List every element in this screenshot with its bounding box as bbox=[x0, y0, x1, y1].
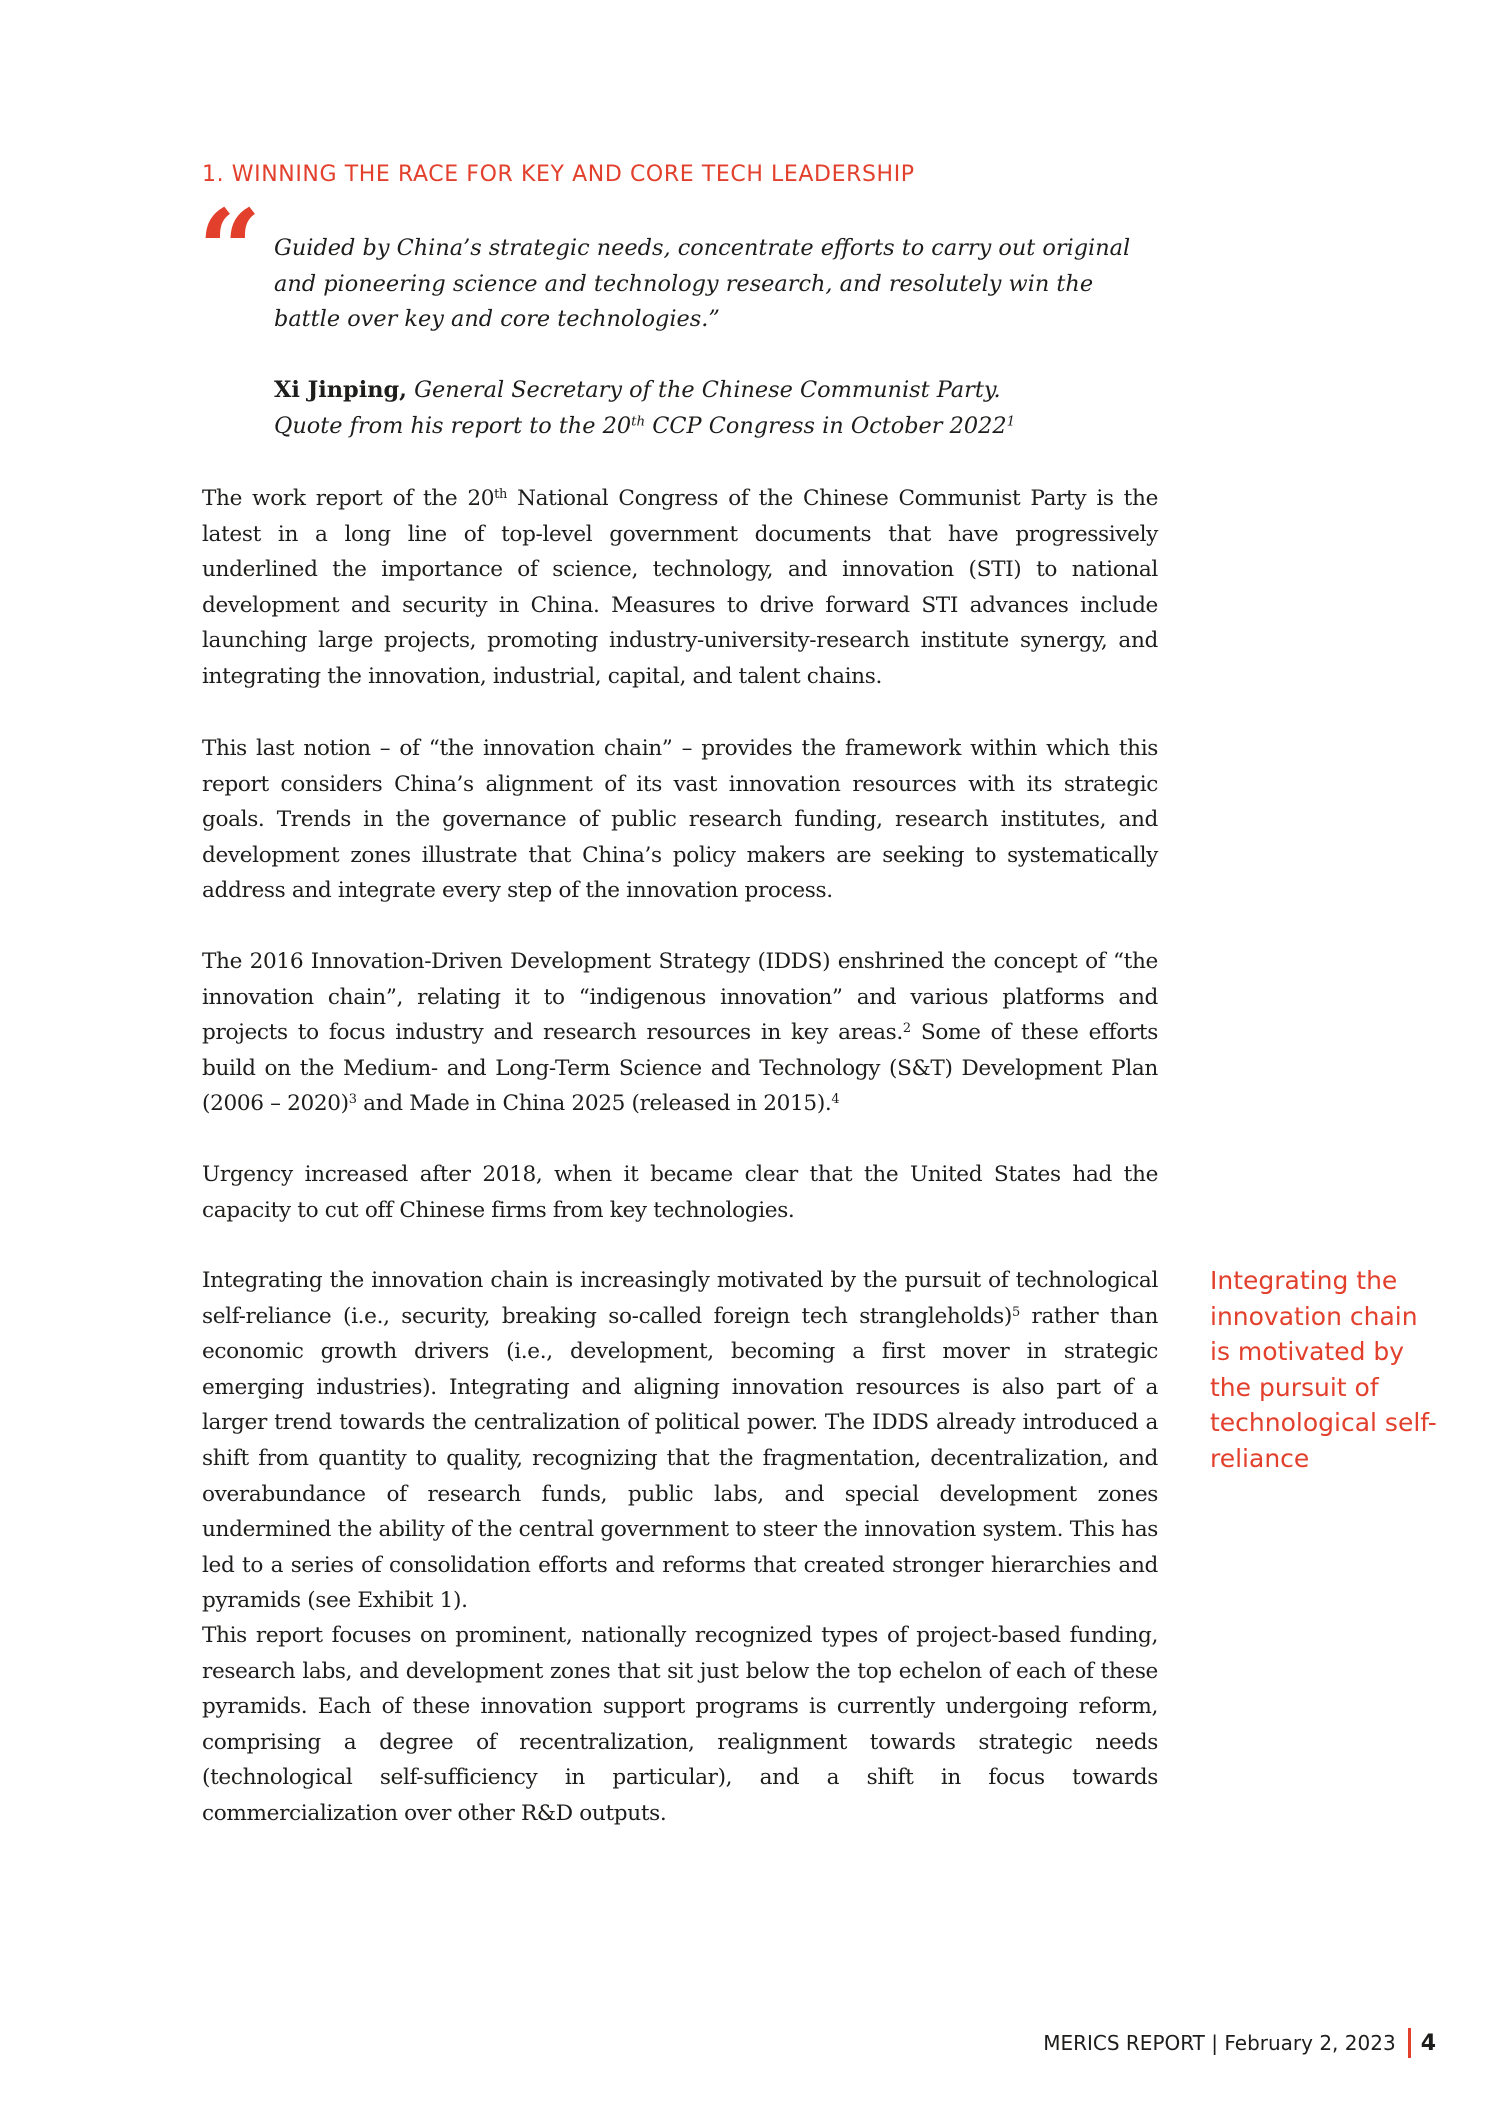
quote-author-role: General Secretary of the Chinese Communist Party. bbox=[414, 377, 1001, 403]
quote-author: Xi Jinping, bbox=[274, 377, 407, 403]
footnote-ref: 1 bbox=[1006, 414, 1016, 430]
paragraph-1: The work report of the 20th National Congress of the Chinese Communist Party is the latest in a long line of top-level government documents that have progressively underlined the importance of science, technology, and innovation (STI) to national development and security in China. Measures to drive forward STI advances include launching large projects, promoting industry-university-research institute synergy, and integrating the innovation, industrial, capital, and talent chains. bbox=[202, 486, 1158, 689]
paragraph-2: This last notion – of “the innovation chain” – provides the framework within which this report considers China’s alignment of its vast innovation resources with its strategic goals. Trends in the governance of public research funding, research institutes, and development zones illustrate that China’s policy makers are seeking to systematically address and integrate every step of the innovation process. bbox=[202, 736, 1158, 904]
footnote-ref: 2 bbox=[902, 1021, 911, 1037]
quote-mark-icon: “ bbox=[198, 185, 262, 314]
paragraph-4: Urgency increased after 2018, when it became clear that the United States had the capacity to cut off Chinese firms from key technologies. bbox=[202, 1162, 1158, 1223]
footnote-ref: 4 bbox=[831, 1092, 840, 1108]
page-number: 4 bbox=[1420, 2030, 1436, 2056]
paragraph-5: Integrating the innovation chain is increasingly motivated by the pursuit of technological self-reliance (i.e., security, breaking so-called foreign tech strangleholds)$^5$ rather than economic growth drivers (i.e., development, becoming a first mover in strategic emerging industries). Integrating and aligning innovation resources is also part of a larger trend towards the centralization of political power. The IDDS already introduced a shift from quantity to quality, recognizing that the fragmentation, decentralization, and overabundance of research funds, public labs, and special development zones undermined the ability of the central government to steer the innovation system. This has led to a series of consolidation efforts and reforms that created stronger hierarchies and pyramids (see Exhibit 1). bbox=[202, 1268, 1158, 1614]
footnote-ref: 3 bbox=[348, 1092, 357, 1108]
pull-quote: Guided by China’s strategic needs, concentrate efforts to carry out original and pioneering science and technology research, and resolutely win the battle over key and core technologies.” bbox=[274, 235, 1131, 333]
page-footer bbox=[1043, 2028, 1436, 2058]
footer-divider bbox=[1408, 2028, 1411, 2058]
footer-label: MERICS REPORT | February 2, 2023 bbox=[1043, 2031, 1396, 2055]
paragraph-3: The 2016 Innovation-Driven Development Strategy (IDDS) enshrined the concept of “the innovation chain”, relating it to “indigenous innovation” and various platforms and projects to focus industry and research resources in key areas.$^2$ Some of these efforts build on the Medium- and Long-Term Science and Technology (S&T) Development Plan (2006 – 2020)$^3$ and Made in China 2025 (released in 2015).$^4$ bbox=[202, 949, 1158, 1117]
paragraph-6: This report focuses on prominent, nationally recognized types of project-based funding, research labs, and development zones that sit just below the top echelon of each of these pyramids. Each of these innovation support programs is currently undergoing reform, comprising a degree of recentralization, realignment towards strategic needs (technological self-sufficiency in particular), and a shift in focus towards commercialization over other R&D outputs. bbox=[202, 1623, 1158, 1826]
section-heading: 1. WINNING THE RACE FOR KEY AND CORE TECH LEADERSHIP bbox=[202, 162, 915, 187]
footnote-ref: 5 bbox=[1011, 1304, 1020, 1320]
quote-attribution bbox=[274, 373, 1134, 444]
quote-source: Quote from his report to the 20th CCP Congress in October 2022$^1$ bbox=[274, 412, 1016, 439]
margin-callout: Integrating the innovation chain is motivated by the pursuit of technological self-reliance bbox=[1210, 1266, 1437, 1473]
